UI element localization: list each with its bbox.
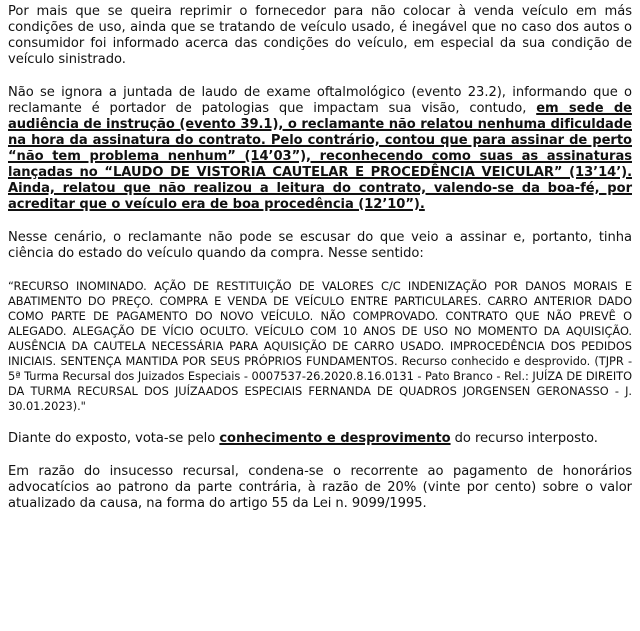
jurisprudence-quote: “RECURSO INOMINADO. AÇÃO DE RESTITUIÇÃO DE VALORES C/C INDENIZAÇÃO POR DANOS MORAIS E ABATIMENTO DO PREÇO. COMPRA E VENDA DE VEÍCULO ENTRE PARTICULARES. CARRO ANTERIOR DADO COMO PARTE DE PAGAMENTO DO NOVO VEÍCULO. NÃO COMPROVADO. CONTRATO QUE NÃO PREVÊ O ALEGADO. ALEGAÇÃO DE VÍCIO OCULTO. VEÍCULO COM 10 ANOS DE USO NO MOMENTO DA AQUISIÇÃO. AUSÊNCIA DA CAUTELA NECESSÁRIA PARA AQUISIÇÃO DE CARRO USADO. IMPROCEDÊNCIA DOS PEDIDOS INICIAIS. SENTENÇA MANTIDA POR SEUS PRÓPRIOS FUNDAMENTOS. Recurso conhecido e desprovido. (TJPR - 5ª Turma Recursal dos Juizados Especiais - 0007537-26.2020.8.16.0131 - Pato Branco - Rel.: JUÍZA DE DIREITO DA TURMA RECURSAL DOS JUÍZAADOS ESPECIAIS FERNANDA DE QUADROS JORGENSEN GERONASSO - J. 30.01.2023)." [8,279,632,413]
paragraph-verdict-text-start: Diante do exposto, vota-se pelo [8,431,220,446]
paragraph-vision-report-text: Não se ignora a juntada de laudo de exame oftalmológico (evento 23.2), informando que o reclamante é portador de patologias que impactam sua visão, contudo, [8,85,632,116]
highlighted-verdict: conhecimento e desprovimento [219,431,451,446]
paragraph-vision-report [8,85,632,213]
paragraph-verdict-text-end: do recurso interposto. [450,431,598,446]
document-body [8,4,632,512]
highlighted-hearing-testimony: em sede de audiência de instrução (evento 39.1), o reclamante não relatou nenhuma dificuldade na hora da assinatura do contrato. Pelo contrário, contou que para assinar de perto “não tem problema nenhum” (14’03”), reconhecendo como suas as assinaturas lançadas no “LAUDO DE VISTORIA CAUTELAR E PROCEDÊNCIA VEICULAR” (13’14’). Ainda, relatou que não realizou a leitura do contrato, valendo-se da boa-fé, por acreditar que o veículo era de boa procedência (12’10”). [8,101,632,212]
paragraph-attorney-fees: Em razão do insucesso recursal, condena-se o recorrente ao pagamento de honorários advocatícios ao patrono da parte contrária, à razão de 20% (vinte por cento) sobre o valor atualizado da causa, na forma do artigo 55 da Lei n. 9099/1995. [8,464,632,511]
paragraph-vehicle-condition: Por mais que se queira reprimir o fornecedor para não colocar à venda veículo em más condições de uso, ainda que se tratando de veículo usado, é inegável que no caso dos autos o consumidor foi informado acerca das condições do veículo, em especial da sua condição de veículo sinistrado. [8,4,632,67]
paragraph-verdict [8,431,632,447]
paragraph-scenario: Nesse cenário, o reclamante não pode se escusar do que veio a assinar e, portanto, tinha ciência do estado do veículo quando da compra. Nesse sentido: [8,230,632,261]
